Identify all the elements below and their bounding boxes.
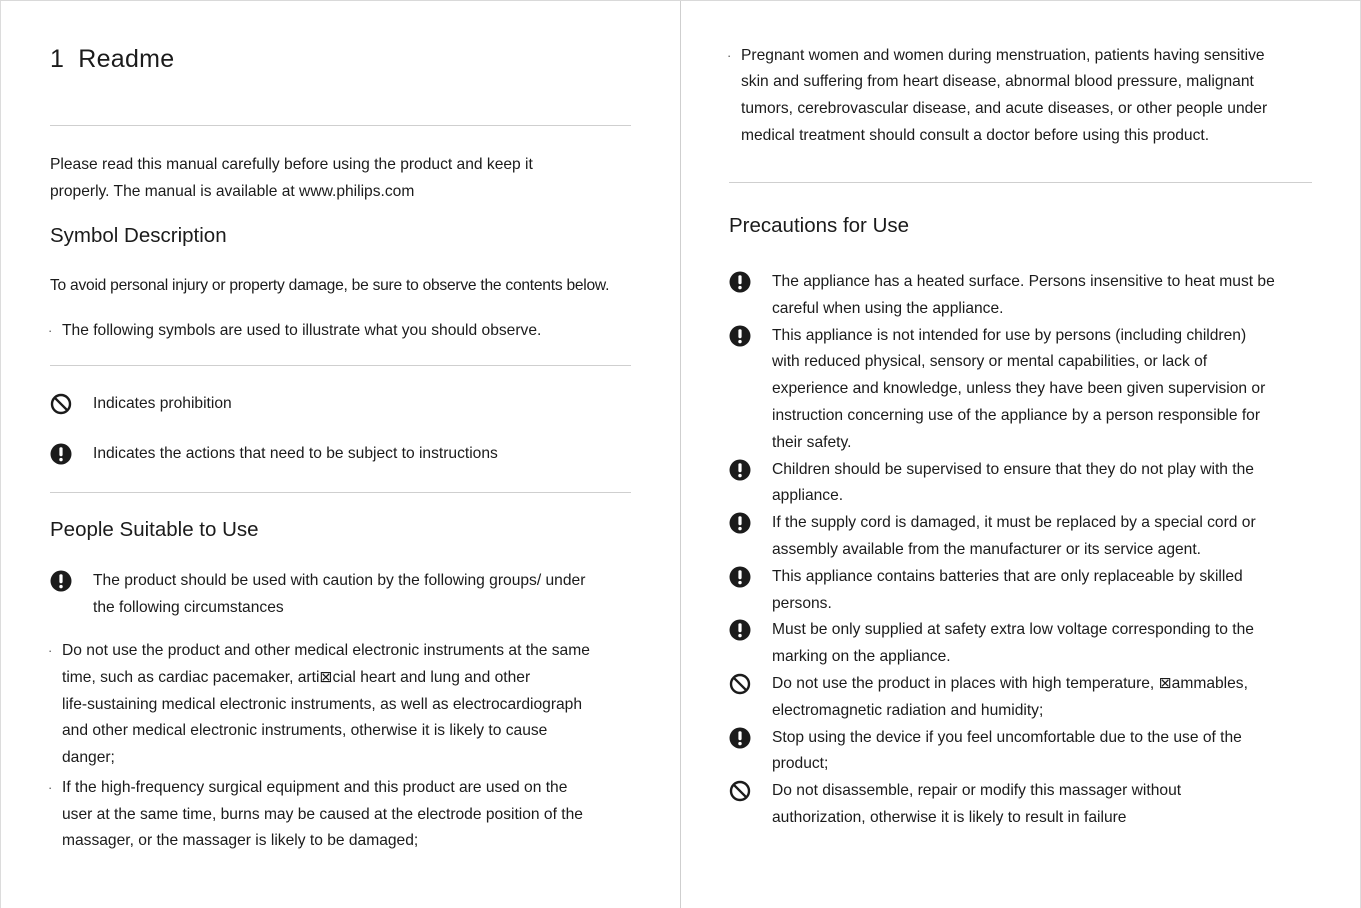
divider <box>50 365 631 366</box>
bullet-line: time, such as cardiac pacemaker, arti⊠cial heart and lung and other <box>62 669 531 686</box>
exclamation-icon <box>729 271 751 293</box>
precaution-line: appliance. <box>772 487 844 505</box>
top-bullet-line: tumors, cerebrovascular disease, and acute diseases, or other people under <box>741 100 1268 117</box>
people-suitable-heading: People Suitable to Use <box>50 518 259 541</box>
chapter-title-text: Readme <box>78 45 175 73</box>
precaution-line: assembly available from the manufacturer or its service agent. <box>772 541 1202 558</box>
precaution-line: marking on the appliance. <box>772 648 951 666</box>
chapter-number: 1 <box>50 45 65 73</box>
symbol-description-heading: Symbol Description <box>50 224 227 247</box>
precaution-line: If the supply cord is damaged, it must be replaced by a special cord or <box>772 514 1256 532</box>
precaution-line: with reduced physical, sensory or mental capabilities, or lack of <box>772 353 1208 371</box>
precaution-line: Do not disassemble, repair or modify this massager without <box>772 782 1182 800</box>
left-page <box>0 1 681 908</box>
precaution-line: Stop using the device if you feel uncomfortable due to the use of the <box>772 728 1242 746</box>
bullet-line: Do not use the product and other medical electronic instruments at the same <box>62 642 590 659</box>
bullet-dot: · <box>48 780 53 795</box>
exclamation-icon <box>729 566 751 588</box>
top-bullet-line: skin and suffering from heart disease, abnormal blood pressure, malignant <box>741 73 1254 90</box>
bullet-line: massager, or the massager is likely to be damaged; <box>62 832 419 849</box>
caution-line-1: The product should be used with caution by the following groups/ under <box>93 572 586 589</box>
precaution-line: Children should be supervised to ensure that they do not play with the <box>772 460 1254 478</box>
precaution-line: Must be only supplied at safety extra low voltage corresponding to the <box>772 621 1254 639</box>
top-bullet-line: medical treatment should consult a doctor before using this product. <box>741 127 1210 144</box>
bullet-line: and other medical electronic instruments, otherwise it is likely to cause <box>62 722 548 739</box>
precaution-line: Do not use the product in places with high temperature, ⊠ammables, <box>772 675 1248 692</box>
exclamation-icon <box>729 619 751 641</box>
top-bullet-line: Pregnant women and women during menstruation, patients having sensitive <box>741 47 1265 64</box>
caution-line-2: the following circumstances <box>93 599 284 616</box>
precaution-line: persons. <box>772 594 832 612</box>
divider <box>729 182 1312 183</box>
bullet-dot: · <box>48 323 53 338</box>
symbol-prohibition-label: Indicates prohibition <box>93 395 232 412</box>
bullet-dot: · <box>48 643 53 658</box>
prohibition-icon <box>729 780 751 802</box>
symbol-bullet-text: The following symbols are used to illustrate what you should observe. <box>62 322 542 339</box>
bullet-line: If the high-frequency surgical equipment and this product are used on the <box>62 779 568 796</box>
symbol-instruction-label: Indicates the actions that need to be subject to instructions <box>93 445 498 462</box>
bullet-line: life-sustaining medical electronic instruments, as well as electrocardiograph <box>62 696 583 713</box>
precaution-line: instruction concerning use of the appliance by a person responsible for <box>772 407 1261 424</box>
precaution-line: This appliance contains batteries that are only replaceable by skilled <box>772 567 1243 585</box>
right-page <box>681 1 1361 908</box>
precaution-line: authorization, otherwise it is likely to result in failure <box>772 809 1127 826</box>
precaution-line: The appliance has a heated surface. Persons insensitive to heat must be <box>772 273 1275 290</box>
prohibition-icon <box>729 673 751 695</box>
bullet-line: danger; <box>62 749 115 766</box>
precaution-line: their safety. <box>772 433 852 451</box>
precautions-heading: Precautions for Use <box>729 214 910 237</box>
bullet-line: user at the same time, burns may be caused at the electrode position of the <box>62 806 583 823</box>
bullet-dot: · <box>727 48 732 63</box>
prohibition-icon <box>50 393 72 415</box>
intro-line-2: properly. The manual is available at www.philips.com <box>50 183 415 200</box>
exclamation-icon <box>50 443 72 465</box>
precaution-line: careful when using the appliance. <box>772 299 1004 317</box>
exclamation-icon <box>729 459 751 481</box>
precaution-line: product; <box>772 755 829 773</box>
precaution-line: experience and knowledge, unless they have been given supervision or <box>772 380 1266 398</box>
symbol-description-text: To avoid personal injury or property damage, be sure to observe the contents below. <box>50 277 610 294</box>
divider <box>50 125 631 126</box>
divider <box>50 492 631 493</box>
exclamation-icon <box>729 512 751 534</box>
precaution-line: This appliance is not intended for use by persons (including children) <box>772 326 1247 344</box>
intro-line-1: Please read this manual carefully before using the product and keep it <box>50 156 533 173</box>
exclamation-icon <box>729 727 751 749</box>
chapter-title <box>50 45 175 74</box>
exclamation-icon <box>729 325 751 347</box>
precaution-line: electromagnetic radiation and humidity; <box>772 701 1044 719</box>
exclamation-icon <box>50 570 72 592</box>
